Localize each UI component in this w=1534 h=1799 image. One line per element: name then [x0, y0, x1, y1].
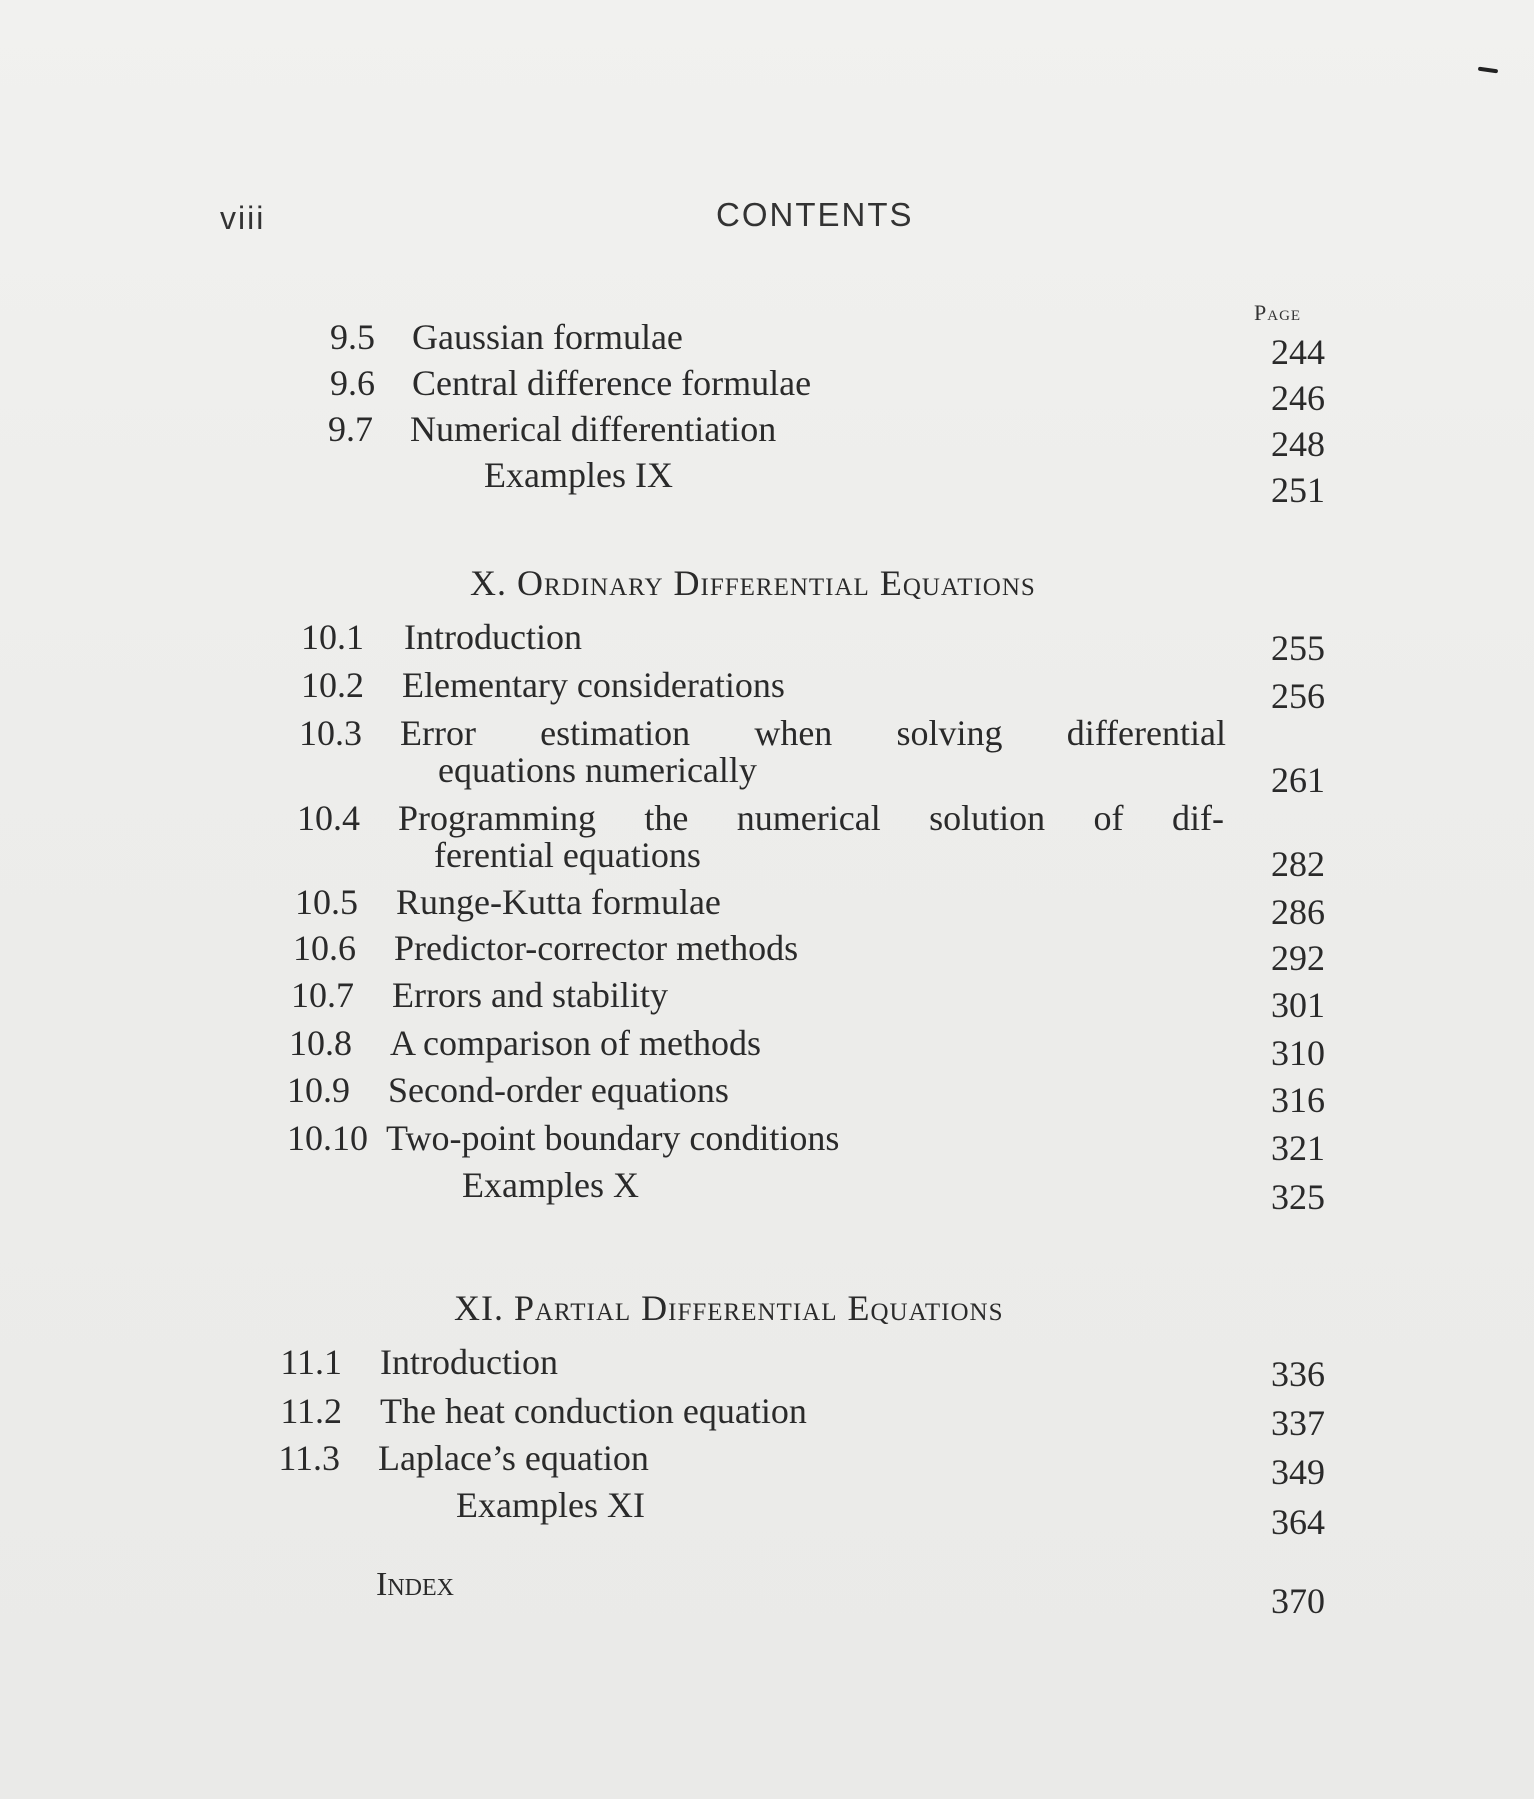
section-title: Examples XI	[456, 1485, 645, 1525]
section-title: A comparison of methods	[390, 1023, 761, 1063]
section-number: 10.4	[297, 798, 360, 838]
page-number: 316	[1271, 1080, 1325, 1120]
section-title: Elementary considerations	[402, 665, 785, 705]
page-number: 310	[1271, 1033, 1325, 1073]
section-number: 11.3	[278, 1438, 340, 1478]
page-column-label: Page	[1254, 300, 1302, 325]
title-word: estimation	[540, 713, 691, 753]
title-word: solving	[896, 713, 1003, 753]
title-word: solution	[929, 798, 1046, 838]
section-number: 9.7	[328, 409, 373, 449]
section-number: 10.3	[299, 713, 362, 753]
section-number: 9.6	[330, 363, 375, 403]
section-number: 10.10	[287, 1118, 368, 1158]
page-number: 286	[1271, 892, 1325, 932]
section-title-line-1	[398, 799, 1224, 837]
page-number: 325	[1271, 1177, 1325, 1217]
chapter-heading: X. Ordinary Differential Equations	[470, 563, 1036, 603]
page-number: 246	[1271, 378, 1325, 418]
section-title: Introduction	[380, 1342, 558, 1382]
section-number: 10.9	[287, 1070, 350, 1110]
section-title: Examples IX	[484, 455, 673, 495]
page-number: 364	[1271, 1502, 1325, 1542]
section-title: Two-point boundary conditions	[386, 1118, 840, 1158]
page-number: 349	[1271, 1452, 1325, 1492]
section-title-line-2: ferential equations	[434, 835, 701, 875]
page-number: 244	[1271, 332, 1325, 372]
title-word: differential	[1066, 713, 1226, 753]
section-number: 11.2	[280, 1391, 342, 1431]
section-title: Central difference formulae	[412, 363, 812, 403]
page-number: 248	[1271, 424, 1325, 464]
page-number: 261	[1271, 760, 1325, 800]
section-title-line-1	[400, 714, 1226, 752]
section-number: 10.7	[291, 975, 354, 1015]
section-title: Numerical differentiation	[410, 409, 777, 449]
running-head-title: CONTENTS	[716, 196, 914, 233]
section-title: Predictor-corrector methods	[394, 928, 799, 968]
section-number: 11.1	[280, 1342, 342, 1382]
running-head-page-number: viii	[220, 200, 266, 236]
section-title: Errors and stability	[392, 975, 668, 1015]
section-title: Examples X	[462, 1165, 639, 1205]
title-word: numerical	[736, 798, 881, 838]
section-title: Second-order equations	[388, 1070, 729, 1110]
page-number: 256	[1271, 676, 1325, 716]
title-word: Error	[400, 713, 476, 753]
page-number: 336	[1271, 1354, 1325, 1394]
section-title: The heat conduction equation	[380, 1391, 807, 1431]
section-number: 10.5	[295, 882, 358, 922]
index-label: Index	[376, 1566, 454, 1603]
title-word: when	[754, 713, 833, 753]
title-word: the	[644, 798, 689, 838]
page-number: 321	[1271, 1128, 1325, 1168]
section-number: 9.5	[330, 317, 375, 357]
section-number: 10.1	[301, 617, 364, 657]
section-title: Laplace’s equation	[378, 1438, 649, 1478]
section-number: 10.8	[289, 1023, 352, 1063]
page-number: 301	[1271, 985, 1325, 1025]
section-title: Gaussian formulae	[412, 317, 683, 357]
title-word: of	[1093, 798, 1124, 838]
page-number: 282	[1271, 844, 1325, 884]
section-title: Runge-Kutta formulae	[396, 882, 721, 922]
title-word: Programming	[398, 798, 596, 838]
section-title-line-2: equations numerically	[438, 750, 757, 790]
chapter-heading: XI. Partial Differential Equations	[454, 1288, 1004, 1328]
corner-mark	[1478, 67, 1498, 74]
page-number: 370	[1271, 1581, 1325, 1621]
page-number: 292	[1271, 938, 1325, 978]
section-number: 10.6	[293, 928, 356, 968]
page-number: 251	[1271, 470, 1325, 510]
page-number: 255	[1271, 628, 1325, 668]
section-number: 10.2	[301, 665, 364, 705]
section-title: Introduction	[404, 617, 582, 657]
title-word: dif-	[1171, 798, 1224, 838]
page-number: 337	[1271, 1403, 1325, 1443]
